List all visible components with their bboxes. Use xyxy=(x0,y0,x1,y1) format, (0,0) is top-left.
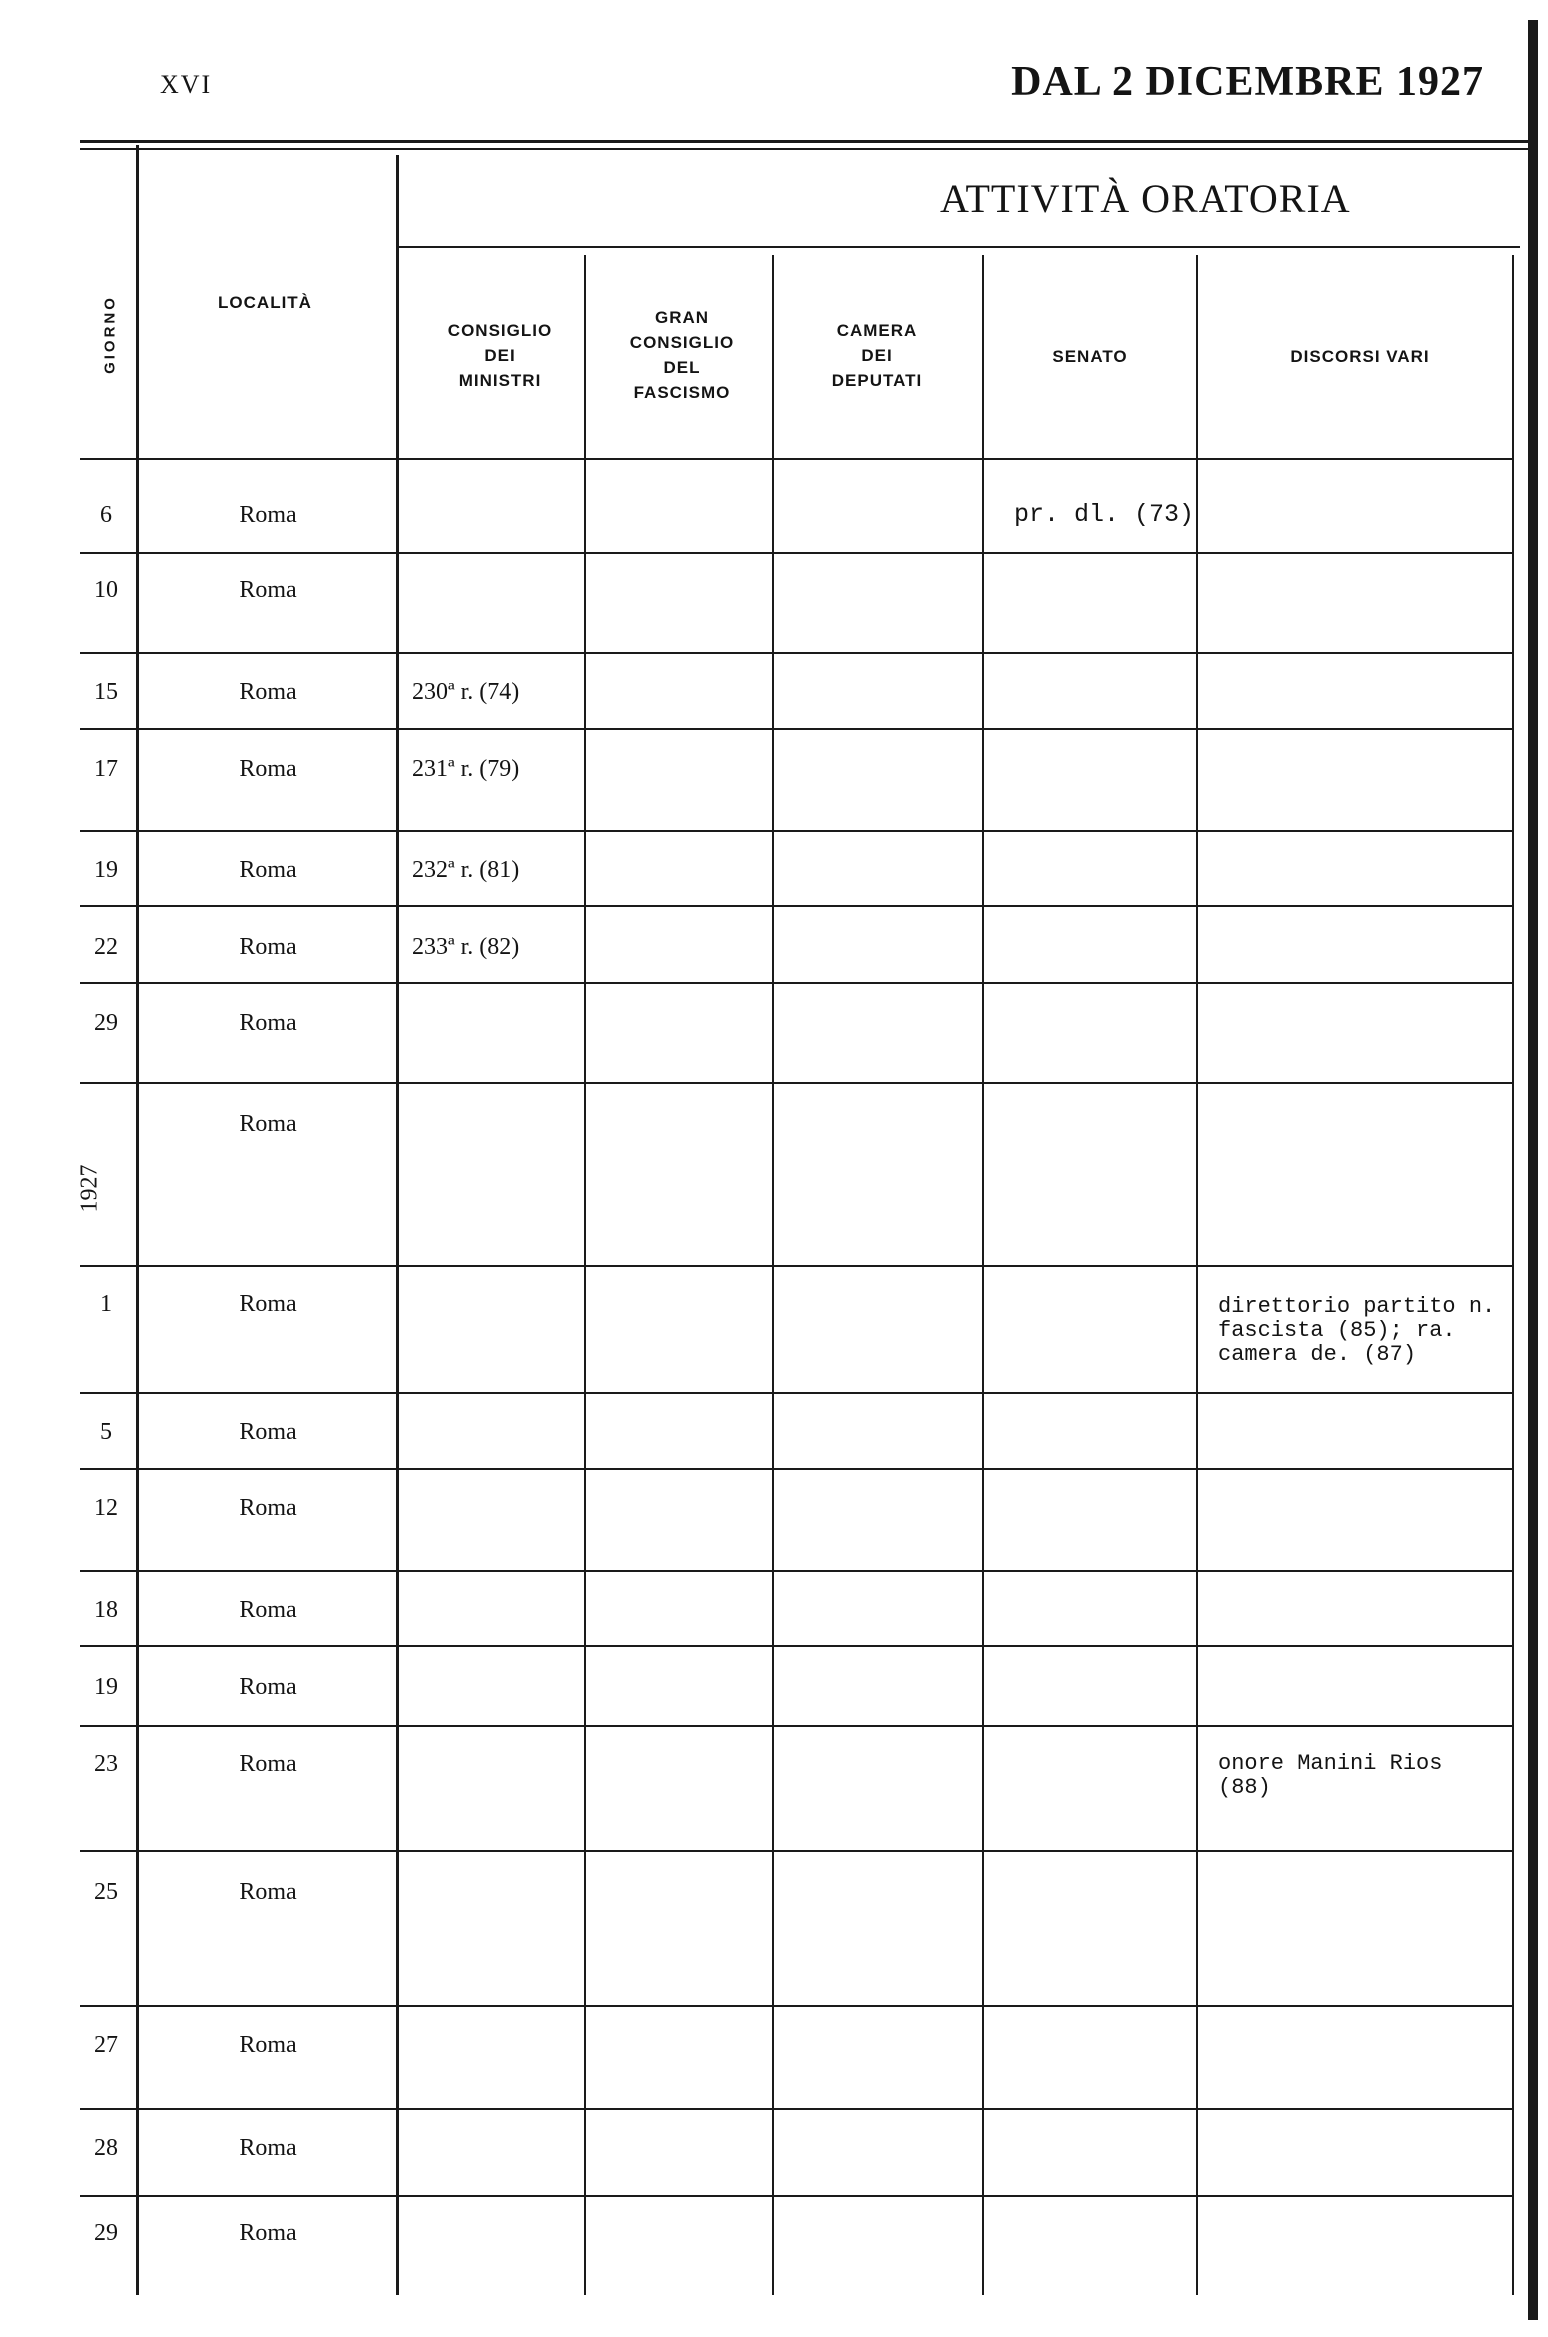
row-rule xyxy=(80,1265,1512,1267)
row-day: 18 xyxy=(94,1597,118,1623)
column-header-localita: LOCALITÀ xyxy=(218,293,312,312)
row-day: 19 xyxy=(94,857,118,883)
row-location: Roma xyxy=(239,1751,297,1777)
row-rule xyxy=(80,1392,1512,1394)
row-location: Roma xyxy=(239,1495,297,1521)
header-rule xyxy=(80,458,1512,460)
row-consiglio: 232ª r. (81) xyxy=(412,857,520,883)
column-rule xyxy=(772,255,774,2295)
column-header-giorno: GIORNO xyxy=(101,295,119,374)
column-header-senato: SENATO xyxy=(1052,347,1128,366)
row-rule xyxy=(80,1850,1512,1852)
row-rule xyxy=(80,1570,1512,1572)
row-rule xyxy=(80,1082,1512,1084)
row-consiglio: 230ª r. (74) xyxy=(412,679,520,705)
column-rule xyxy=(1512,255,1514,2295)
row-rule xyxy=(80,652,1512,654)
row-consiglio: 233ª r. (82) xyxy=(412,934,520,960)
column-header-camera: CAMERA DEI DEPUTATI xyxy=(831,321,923,390)
row-location: Roma xyxy=(239,857,297,883)
column-header-vari: DISCORSI VARI xyxy=(1290,347,1430,366)
row-day: 25 xyxy=(94,1879,118,1905)
row-location: Roma xyxy=(239,934,297,960)
row-day: 28 xyxy=(94,2135,118,2161)
row-rule xyxy=(80,2195,1512,2197)
column-header-gran-consiglio: GRAN CONSIGLIO DEL FASCISMO xyxy=(629,308,735,402)
column-rule xyxy=(584,255,586,2295)
row-location: Roma xyxy=(239,679,297,705)
section-title-rule xyxy=(398,246,1520,248)
row-location: Roma xyxy=(239,2135,297,2161)
column-header-consiglio: CONSIGLIO DEI MINISTRI xyxy=(447,321,553,390)
row-rule xyxy=(80,982,1512,984)
row-location: Roma xyxy=(239,2220,297,2246)
row-discorsi-vari: onore Manini Rios (88) xyxy=(1218,1751,1443,1800)
row-rule xyxy=(80,728,1512,730)
row-day: 22 xyxy=(94,934,118,960)
row-day: 17 xyxy=(94,756,118,782)
column-rule xyxy=(396,155,399,2295)
row-location: Roma xyxy=(239,1674,297,1700)
row-location: Roma xyxy=(239,1879,297,1905)
row-consiglio: 231ª r. (79) xyxy=(412,756,520,782)
row-location: Roma xyxy=(239,2032,297,2058)
top-rule xyxy=(80,140,1528,143)
row-day: 12 xyxy=(94,1495,118,1521)
row-day: 29 xyxy=(94,1010,118,1036)
row-rule xyxy=(80,1468,1512,1470)
year-marker: 1927 xyxy=(76,1164,103,1213)
row-location: Roma xyxy=(239,1597,297,1623)
section-title: ATTIVITÀ ORATORIA xyxy=(940,176,1351,221)
row-rule xyxy=(80,830,1512,832)
page-edge-shadow xyxy=(1528,20,1538,2320)
row-day: 19 xyxy=(94,1674,118,1700)
column-rule xyxy=(982,255,984,2295)
row-rule xyxy=(80,905,1512,907)
row-rule xyxy=(80,552,1512,554)
row-location: Roma xyxy=(239,1419,297,1445)
row-day: 27 xyxy=(94,2032,118,2058)
row-day: 5 xyxy=(100,1419,112,1445)
page-number: XVI xyxy=(160,70,213,99)
row-rule xyxy=(80,2108,1512,2110)
row-rule xyxy=(80,1645,1512,1647)
row-location: Roma xyxy=(239,756,297,782)
row-day: 15 xyxy=(94,679,118,705)
top-rule-second xyxy=(80,148,1528,150)
row-day: 29 xyxy=(94,2220,118,2246)
row-location: Roma xyxy=(239,1111,297,1137)
running-title: DAL 2 DICEMBRE 1927 xyxy=(1011,59,1484,105)
column-rule xyxy=(136,145,139,2295)
row-day: 10 xyxy=(94,577,118,603)
row-rule xyxy=(80,1725,1512,1727)
row-discorsi-vari: direttorio partito n. fascista (85); ra. camera de. (87) xyxy=(1218,1294,1496,1367)
row-day: 6 xyxy=(100,502,112,528)
row-location: Roma xyxy=(239,502,297,528)
column-rule xyxy=(1196,255,1198,2295)
row-day: 23 xyxy=(94,1751,118,1777)
row-day: 1 xyxy=(100,1291,112,1317)
row-senato: pr. dl. (73) xyxy=(1014,500,1195,529)
row-location: Roma xyxy=(239,1291,297,1317)
row-location: Roma xyxy=(239,577,297,603)
row-rule xyxy=(80,2005,1512,2007)
row-location: Roma xyxy=(239,1010,297,1036)
